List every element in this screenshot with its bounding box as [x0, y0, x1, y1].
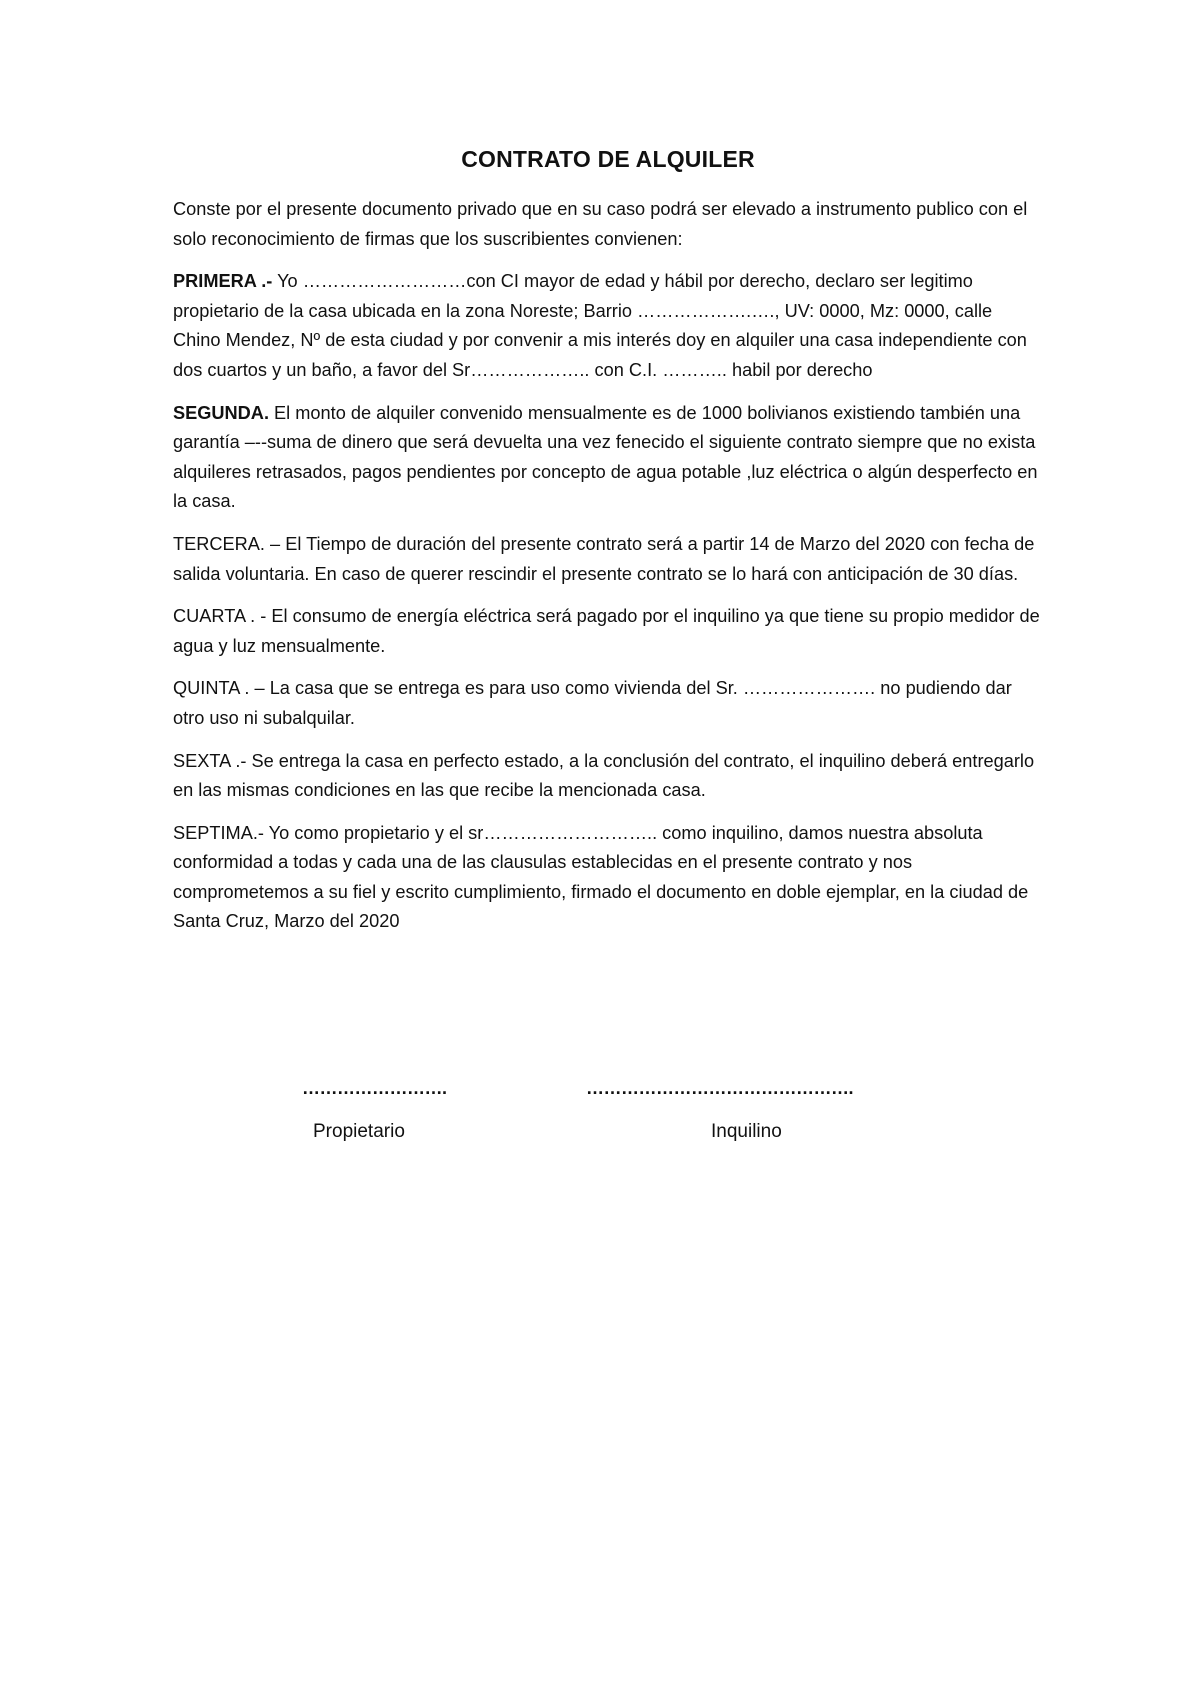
clause-label: CUARTA . - — [173, 606, 267, 627]
clause-label: PRIMERA .- — [173, 271, 273, 292]
clause-text: El consumo de energía eléctrica será pagado por el inquilino ya que tiene su propio medidor de agua y luz mensualmente. — [173, 606, 1040, 656]
clause-label: SEPTIMA.- — [173, 822, 264, 843]
clause-septima — [173, 819, 1043, 937]
document-title: CONTRATO DE ALQUILER — [461, 146, 755, 172]
clause-tercera — [173, 530, 1043, 589]
document-body — [173, 146, 1043, 950]
clause-sexta — [173, 747, 1043, 806]
clause-label: TERCERA. – — [173, 533, 281, 554]
owner-role-label: Propietario — [313, 1121, 405, 1142]
tenant-role-label: Inquilino — [711, 1121, 782, 1142]
clause-text: La casa que se entrega es para uso como vivienda del Sr. …………………. no pudiendo dar otro uso ni subalquilar. — [173, 678, 1012, 728]
owner-signature-line: ……………………. — [302, 1078, 447, 1098]
owner-signature — [302, 1078, 447, 1143]
clause-segunda — [173, 399, 1043, 517]
clause-cuarta — [173, 602, 1043, 661]
clause-label: SEXTA .- — [173, 750, 247, 771]
clause-label: QUINTA . – — [173, 678, 265, 699]
clause-text: Yo ………………………con CI mayor de edad y hábil por derecho, declaro ser legitimo propietario de la casa ubicada en la zona Noreste; Barrio ……………….…., UV: 0000, Mz: 0000, calle Chino Mendez, Nº de esta ciudad y por convenir a mis interés doy en alquiler una casa independiente con dos cuartos y un baño, a favor del Sr……………….. con C.I. ……….. habil por derecho — [173, 271, 1027, 380]
clause-primera — [173, 267, 1043, 385]
clause-text: El Tiempo de duración del presente contrato será a partir 14 de Marzo del 2020 con fecha de salida voluntaria. En caso de querer rescindir el presente contrato se lo hará con anticipación de 30 días. — [173, 533, 1035, 584]
tenant-signature — [586, 1078, 853, 1143]
clause-text: El monto de alquiler convenido mensualmente es de 1000 bolivianos existiendo también una garantía –--suma de dinero que será devuelta una vez fenecido el siguiente contrato siempre que no exista alquileres retrasados, pagos pendientes por concepto de agua potable ,luz eléctrica o algún desperfecto en la casa. — [173, 402, 1038, 512]
clause-quinta — [173, 674, 1043, 733]
intro-paragraph: Conste por el presente documento privado que en su caso podrá ser elevado a instrumento publico con el solo reconocimiento de firmas que los suscribientes convienen: — [173, 199, 1028, 249]
tenant-signature-line: ………………………………………. — [586, 1078, 854, 1098]
clause-label: SEGUNDA. — [173, 402, 269, 423]
clause-text: Yo como propietario y el sr……………………….. como inquilino, damos nuestra absoluta conformidad a todas y cada una de las clausulas establecidas en el presente contrato y nos comprometemos a su fiel y escrito cumplimiento, firmado el documento en doble ejemplar, en la ciudad de Santa Cruz, Marzo del 2020 — [173, 822, 1029, 932]
signature-section — [0, 1078, 1200, 1178]
clause-text: Se entrega la casa en perfecto estado, a la conclusión del contrato, el inquilino deberá entregarlo en las mismas condiciones en las que recibe la mencionada casa. — [173, 750, 1035, 801]
